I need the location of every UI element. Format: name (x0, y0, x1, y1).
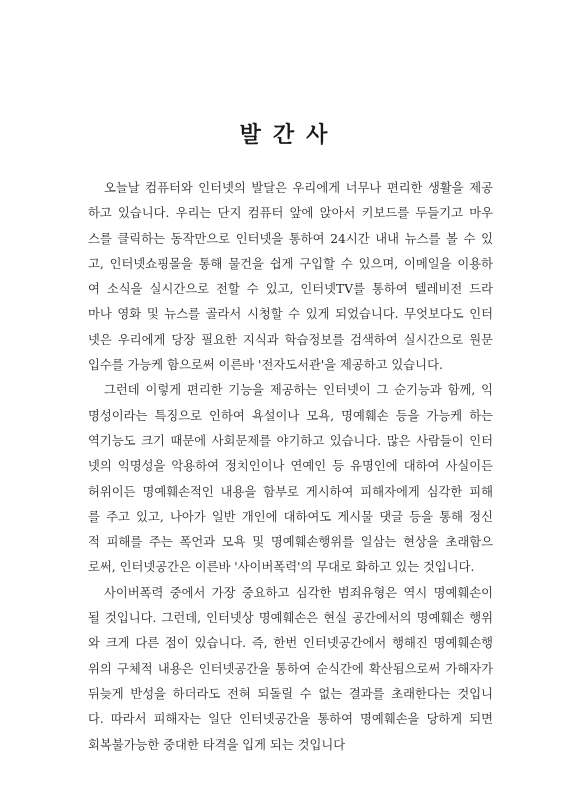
text-line: 다. 따라서 피해자는 일단 인터넷공간을 통하여 명예훼손을 당하게 되면 (88, 712, 493, 727)
text-line: 위의 구체적 내용은 인터넷공간을 통하여 순식간에 확산됨으로써 가해자가 (88, 661, 493, 676)
text-line: 를 주고 있고, 나아가 일반 개인에 대하여도 게시물 댓글 등을 통해 정신 (88, 509, 493, 524)
body-text (88, 176, 493, 758)
text-line: 허위이든 명예훼손적인 내용을 함부로 게시하여 피해자에게 심각한 피해 (88, 484, 493, 499)
text-line: 와 크게 다른 점이 있습니다. 즉, 한번 인터넷공간에서 행해진 명예훼손행 (88, 636, 493, 651)
text-line: 넷은 우리에게 당장 필요한 지식과 학습정보를 검색하여 실시간으로 원문 (88, 332, 493, 347)
text-line: 여 소식을 실시간으로 전할 수 있고, 인터넷TV를 통하여 텔레비전 드라 (88, 282, 493, 297)
text-line: 명성이라는 특징으로 인하여 욕설이나 모욕, 명예훼손 등을 가능케 하는 (88, 408, 493, 423)
text-line: 적 피해를 주는 폭언과 모욕 및 명예훼손행위를 일삼는 현상을 초래함으 (88, 535, 493, 550)
page-title: 발간사 (239, 122, 340, 148)
text-line: 마나 영화 및 뉴스를 골라서 시청할 수 있게 되었습니다. 무엇보다도 인터 (88, 307, 493, 322)
text-line: 사이버폭력 중에서 가장 중요하고 심각한 범죄유형은 역시 명예훼손이 (104, 585, 493, 600)
text-line: 스를 클릭하는 동작만으로 인터넷을 통하여 24시간 내내 뉴스를 볼 수 있 (88, 231, 493, 246)
text-line: 하고 있습니다. 우리는 단지 컴퓨터 앞에 앉아서 키보드를 두들기고 마우 (88, 206, 493, 221)
text-line: 그런데 이렇게 편리한 기능을 제공하는 인터넷이 그 순기능과 함께, 익 (104, 383, 493, 398)
text-line: 로써, 인터넷공간은 이른바 '사이버폭력'의 무대로 화하고 있는 것입니다. (88, 560, 475, 575)
text-line: 입수를 가능케 함으로써 이른바 '전자도서관'을 제공하고 있습니다. (88, 358, 443, 373)
text-line: 역기능도 크기 때문에 사회문제를 야기하고 있습니다. 많은 사람들이 인터 (88, 433, 493, 448)
text-line: 오늘날 컴퓨터와 인터넷의 발달은 우리에게 너무나 편리한 생활을 제공 (104, 181, 493, 195)
text-line: 회복불가능한 중대한 타격을 입게 되는 것입니다 (88, 737, 346, 752)
text-line: 될 것입니다. 그런데, 인터넷상 명예훼손은 현실 공간에서의 명예훼손 행위 (88, 611, 493, 626)
text-line: 고, 인터넷쇼핑몰을 통해 물건을 쉽게 구입할 수 있으며, 이메일을 이용하 (88, 256, 493, 271)
text-line: 넷의 익명성을 악용하여 정치인이나 연예인 등 유명인에 대하여 사실이든 (88, 459, 493, 474)
text-line: 뒤늦게 반성을 하더라도 전혀 되돌릴 수 없는 결과를 초래한다는 것입니 (88, 686, 493, 701)
